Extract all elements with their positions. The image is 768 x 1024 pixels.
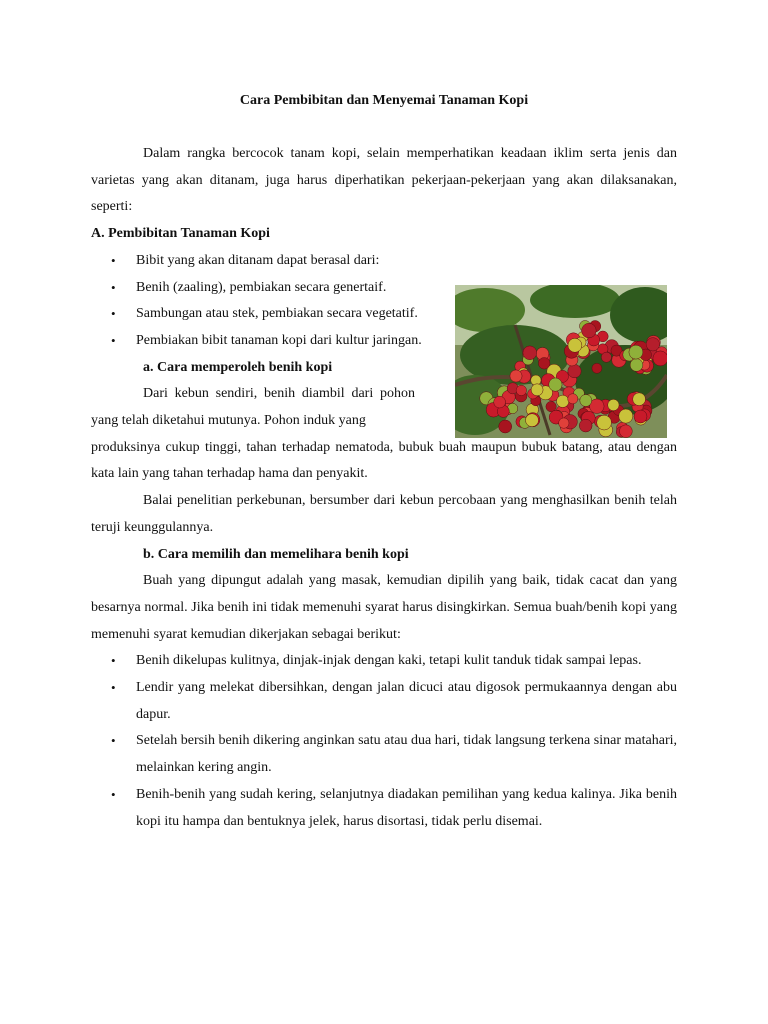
- list-item: • Sambungan atau stek, pembiakan secara vegetatif.: [91, 301, 441, 328]
- document-title: Cara Pembibitan dan Menyemai Tanaman Kopi: [239, 93, 529, 108]
- subsection-b-paragraph: Buah yang dipungut adalah yang masak, kemudian dipilih yang baik, tidak cacat dan yang besarnya normal. Jika benih ini tidak memenuhi syarat harus disingkirkan. Semua buah/benih kopi yang memenuhi syarat kemudian dikerjakan sebagai berikut:: [91, 573, 677, 642]
- list-item: • Pembiakan bibit tanaman kopi dari kultur jaringan.: [91, 328, 441, 355]
- subsection-b-bullet-list: [91, 648, 677, 835]
- coffee-berries-photo: [455, 285, 667, 438]
- section-a-heading: A. Pembibitan Tanaman Kopi: [91, 226, 270, 242]
- list-item: • Benih-benih yang sudah kering, selanjutnya diadakan pemilihan yang kedua kalinya. Jika benih kopi itu hampa dan bentuknya jelek, harus disortasi, tidak perlu disemai.: [91, 782, 677, 835]
- subsection-a-heading: a. Cara memperoleh benih kopi: [143, 359, 333, 375]
- subsection-a-paragraph-2: Balai penelitian perkebunan, bersumber dari kebun percobaan yang menghasilkan benih telah teruji keunggulannya.: [91, 493, 677, 535]
- list-item: • Benih (zaaling), pembiakan secara genertaif.: [91, 275, 441, 302]
- document-body: [91, 88, 677, 835]
- list-item: • Setelah bersih benih dikering anginkan satu atau dua hari, tidak langsung terkena sinar matahari, melainkan kering angin.: [91, 728, 677, 781]
- list-item: • Benih dikelupas kulitnya, dinjak-injak dengan kaki, tetapi kulit tanduk tidak sampai lepas.: [91, 648, 677, 675]
- subsection-a-paragraph-start: Dari kebun sendiri, benih diambil dari pohon yang telah diketahui mutunya. Pohon induk yang: [91, 386, 415, 429]
- subsection-a-paragraph-cont: produksinya cukup tinggi, tahan terhadap nematoda, bubuk buah maupun bubuk batang, atau dengan kata lain yang tahan terhadap hama dan penyakit.: [91, 439, 677, 482]
- section-a-bullet-list: [91, 248, 441, 355]
- subsection-b-heading: b. Cara memilih dan memelihara benih kopi: [143, 546, 409, 562]
- list-item: • Bibit yang akan ditanam dapat berasal dari:: [91, 248, 441, 275]
- intro-paragraph: Dalam rangka bercocok tanam kopi, selain memperhatikan keadaan iklim serta jenis dan varietas yang akan ditanam, juga harus diperhatikan pekerjaan-pekerjaan yang akan dilaksanakan, seperti:: [91, 146, 677, 215]
- list-item: • Lendir yang melekat dibersihkan, dengan jalan dicuci atau digosok permukaannya dengan abu dapur.: [91, 675, 677, 728]
